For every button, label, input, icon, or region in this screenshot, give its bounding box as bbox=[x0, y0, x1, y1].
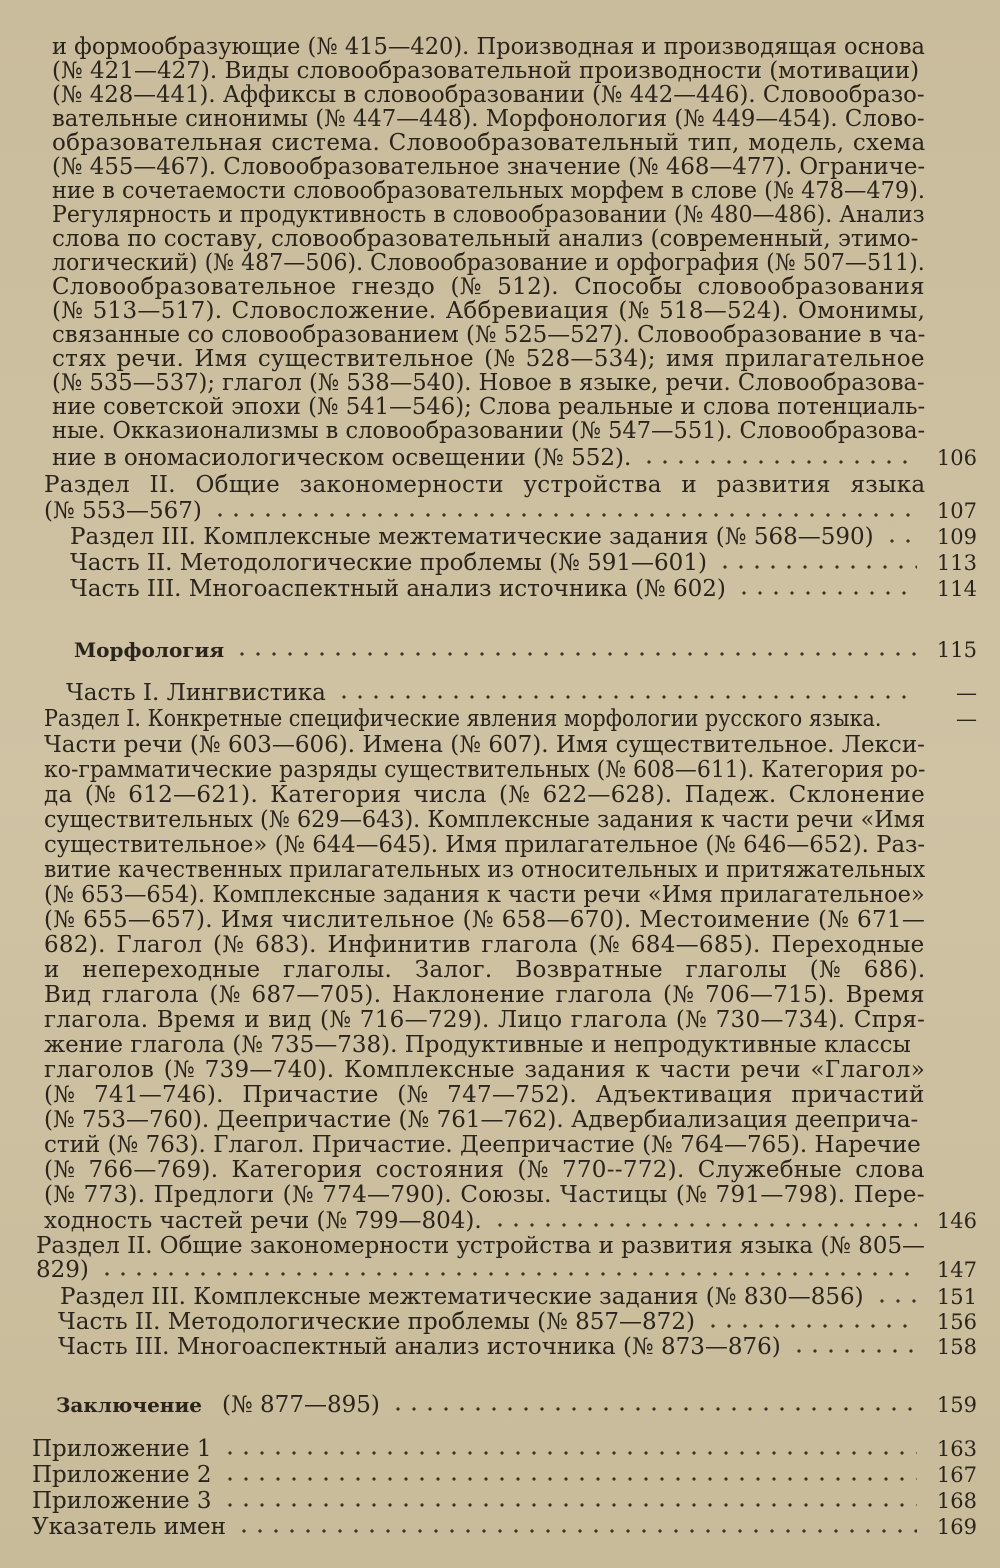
text-line: стях речи. Имя существительное (№ 528—534); имя прилагательное bbox=[52, 346, 925, 372]
page-number: — bbox=[956, 681, 977, 705]
text-line: логический) (№ 487—506). Словообразование и орфография (№ 507—511). bbox=[52, 250, 925, 276]
section-heading: Морфология bbox=[74, 638, 225, 662]
text-line: ние советской эпохи (№ 541—546); Слова реальные и слова потенциаль- bbox=[52, 394, 926, 420]
page-number: 158 bbox=[936, 1335, 977, 1359]
text-line: жение глагола (№ 735—738). Продуктивные и непродуктивные классы bbox=[44, 1032, 911, 1058]
page-number: 167 bbox=[936, 1463, 977, 1487]
text-line: 682). Глагол (№ 683). Инфинитив глагола (№ 684—685). Переходные bbox=[44, 932, 925, 958]
page-number: 115 bbox=[936, 638, 977, 662]
text-line: витие качественных прилагательных из относительных и притяжательных bbox=[44, 857, 926, 883]
toc-entry[interactable] bbox=[36, 1257, 977, 1283]
toc-entry[interactable] bbox=[70, 550, 977, 576]
toc-entry-range: (№ 877—895) bbox=[222, 1392, 380, 1418]
text-line: (№ 428—441). Аффиксы в словообразовании (№ 442—446). Словообразо- bbox=[52, 82, 925, 108]
toc-entry[interactable] bbox=[44, 498, 977, 524]
toc-entry-appendix[interactable] bbox=[32, 1462, 977, 1488]
text-line: существительное» (№ 644—645). Имя прилагательное (№ 646—652). Раз- bbox=[44, 832, 926, 858]
toc-entry[interactable] bbox=[60, 1284, 977, 1310]
text-line: Раздел II. Общие закономерности устройства и развития языка bbox=[44, 472, 926, 498]
text-line: (№ 773). Предлоги (№ 774—790). Союзы. Частицы (№ 791—798). Пере- bbox=[44, 1182, 925, 1208]
text-line: (№ 741—746). Причастие (№ 747—752). Адъективация причастий bbox=[44, 1082, 925, 1108]
text-line: образовательная система. Словообразовательный тип, модель, схема bbox=[52, 130, 926, 156]
text-line: слова по составу, словообразовательный анализ (современный, этимо- bbox=[52, 226, 919, 252]
toc-entry[interactable] bbox=[52, 445, 977, 471]
text-line: (№ 535—537); глагол (№ 538—540). Новое в языке, речи. Словообразова- bbox=[52, 370, 925, 396]
text-line: Раздел II. Общие закономерности устройства и развития языка (№ 805— bbox=[36, 1233, 925, 1259]
toc-entry-text: ходность частей речи (№ 799—804). bbox=[44, 1208, 482, 1234]
toc-entry-text: Раздел III. Комплексные межтематические задания (№ 568—590) bbox=[70, 524, 874, 550]
toc-entry-text: Раздел I. Конкретные специфические явления морфологии русского языка. bbox=[44, 706, 882, 732]
leader-dots bbox=[222, 1503, 917, 1507]
leader-dots bbox=[222, 1451, 917, 1455]
leader-dots bbox=[212, 513, 917, 517]
toc-entry[interactable] bbox=[58, 1309, 977, 1335]
toc-entry-conclusion[interactable] bbox=[56, 1392, 977, 1418]
text-line: существительных (№ 629—643). Комплексные задания к части речи «Имя bbox=[44, 807, 926, 833]
leader-dots bbox=[736, 591, 917, 595]
page-number: 169 bbox=[936, 1515, 977, 1539]
text-line: (№ 653—654). Комплексные задания к части речи «Имя прилагательное» bbox=[44, 882, 925, 908]
toc-entry[interactable] bbox=[44, 1208, 977, 1234]
text-line: стий (№ 763). Глагол. Причастие. Деепричастие (№ 764—765). Наречие bbox=[44, 1132, 921, 1158]
toc-entry-text: Приложение 3 bbox=[32, 1488, 212, 1514]
page-number: 156 bbox=[936, 1310, 977, 1334]
text-line: да (№ 612—621). Категория числа (№ 622—628). Падеж. Склонение bbox=[44, 782, 926, 808]
text-line: (№ 513—517). Словосложение. Аббревиация (№ 518—524). Омонимы, bbox=[52, 298, 926, 324]
page-number: 163 bbox=[936, 1437, 977, 1461]
section-heading: Заключение bbox=[56, 1393, 202, 1417]
text-line: (№ 455—467). Словообразовательное значение (№ 468—477). Ограниче- bbox=[52, 154, 926, 180]
text-line: глаголов (№ 739—740). Комплексные задания к части речи «Глагол» bbox=[44, 1057, 926, 1083]
text-line: ние в сочетаемости словообразовательных морфем в слове (№ 478—479). bbox=[52, 178, 926, 204]
toc-entry[interactable] bbox=[44, 706, 977, 732]
toc-entry-text: Приложение 2 bbox=[32, 1462, 212, 1488]
leader-dots bbox=[717, 565, 917, 569]
text-line: и непереходные глаголы. Залог. Возвратные глаголы (№ 686). bbox=[44, 957, 926, 983]
page-number: 106 bbox=[936, 446, 977, 470]
toc-entry-text: Часть III. Многоаспектный анализ источника (№ 602) bbox=[70, 576, 726, 602]
leader-dots bbox=[234, 652, 917, 656]
leader-dots bbox=[99, 1272, 917, 1276]
leader-dots bbox=[884, 539, 917, 543]
leader-dots bbox=[874, 1299, 917, 1303]
page-number: 146 bbox=[936, 1209, 977, 1233]
toc-entry-text: Часть II. Методологические проблемы (№ 591—601) bbox=[70, 550, 707, 576]
leader-dots bbox=[705, 1324, 917, 1328]
toc-entry-appendix[interactable] bbox=[32, 1488, 977, 1514]
text-line: (№ 421—427). Виды словообразовательной производности (мотивации) bbox=[52, 58, 920, 84]
toc-entry-text: Часть II. Методологические проблемы (№ 857—872) bbox=[58, 1309, 695, 1335]
text-line: (№ 766—769). Категория состояния (№ 770--772). Служебные слова bbox=[44, 1157, 925, 1183]
toc-entry[interactable] bbox=[66, 680, 977, 706]
toc-entry[interactable] bbox=[58, 1334, 977, 1360]
page-number: 168 bbox=[936, 1489, 977, 1513]
toc-entry-text: Часть I. Лингвистика bbox=[66, 680, 326, 706]
leader-dots bbox=[336, 695, 917, 699]
text-line: связанные со словообразованием (№ 525—527). Словообразование в ча- bbox=[52, 322, 926, 348]
page-number: 109 bbox=[936, 525, 977, 549]
text-line: вательные синонимы (№ 447—448). Морфонология (№ 449—454). Слово- bbox=[52, 106, 925, 132]
text-line: Вид глагола (№ 687—705). Наклонение глагола (№ 706—715). Время bbox=[44, 982, 925, 1008]
leader-dots bbox=[222, 1477, 917, 1481]
leader-dots bbox=[390, 1407, 917, 1411]
page-number: 159 bbox=[936, 1393, 977, 1417]
text-line: Словообразовательное гнездо (№ 512). Способы словообразования bbox=[52, 274, 925, 300]
toc-entry-text: ние в ономасиологическом освещении (№ 552). bbox=[52, 445, 632, 471]
toc-entry-text: Часть III. Многоаспектный анализ источника (№ 873—876) bbox=[58, 1334, 781, 1360]
text-line: и формообразующие (№ 415—420). Производная и производящая основа bbox=[52, 34, 925, 60]
text-line: ные. Окказионализмы в словообразовании (№ 547—551). Словообразова- bbox=[52, 418, 926, 444]
text-line: Регулярность и продуктивность в словообразовании (№ 480—486). Анализ bbox=[52, 202, 925, 228]
leader-dots bbox=[791, 1349, 917, 1353]
toc-entry-text: 829) bbox=[36, 1257, 89, 1283]
text-line: глагола. Время и вид (№ 716—729). Лицо глагола (№ 730—734). Спря- bbox=[44, 1007, 926, 1033]
page-number: 107 bbox=[936, 499, 977, 523]
page-number: 151 bbox=[936, 1285, 977, 1309]
toc-entry[interactable] bbox=[70, 524, 977, 550]
toc-entry-appendix[interactable] bbox=[32, 1436, 977, 1462]
text-line: (№ 655—657). Имя числительное (№ 658—670). Местоимение (№ 671— bbox=[44, 907, 926, 933]
text-line: ко-грамматические разряды существительных (№ 608—611). Категория ро- bbox=[44, 757, 926, 783]
text-line: Части речи (№ 603—606). Имена (№ 607). Имя существительное. Лекси- bbox=[44, 732, 925, 758]
page-number: — bbox=[956, 707, 977, 731]
text-line: (№ 753—760). Деепричастие (№ 761—762). Адвербиализация дееприча- bbox=[44, 1107, 919, 1133]
page-number: 113 bbox=[936, 551, 977, 575]
page-number: 147 bbox=[936, 1258, 977, 1282]
toc-entry[interactable] bbox=[70, 576, 977, 602]
leader-dots bbox=[492, 1223, 917, 1227]
leader-dots bbox=[641, 460, 917, 464]
toc-entry-text: (№ 553—567) bbox=[44, 498, 202, 524]
toc-entry-text: Раздел III. Комплексные межтематические задания (№ 830—856) bbox=[60, 1284, 864, 1310]
leader-dots bbox=[236, 1529, 917, 1533]
page-number: 114 bbox=[936, 577, 977, 601]
toc-entry-text: Указатель имен bbox=[32, 1514, 226, 1540]
toc-entry-index[interactable] bbox=[32, 1514, 977, 1540]
toc-entry-text: Приложение 1 bbox=[32, 1436, 212, 1462]
toc-entry-morphology[interactable] bbox=[74, 637, 977, 663]
